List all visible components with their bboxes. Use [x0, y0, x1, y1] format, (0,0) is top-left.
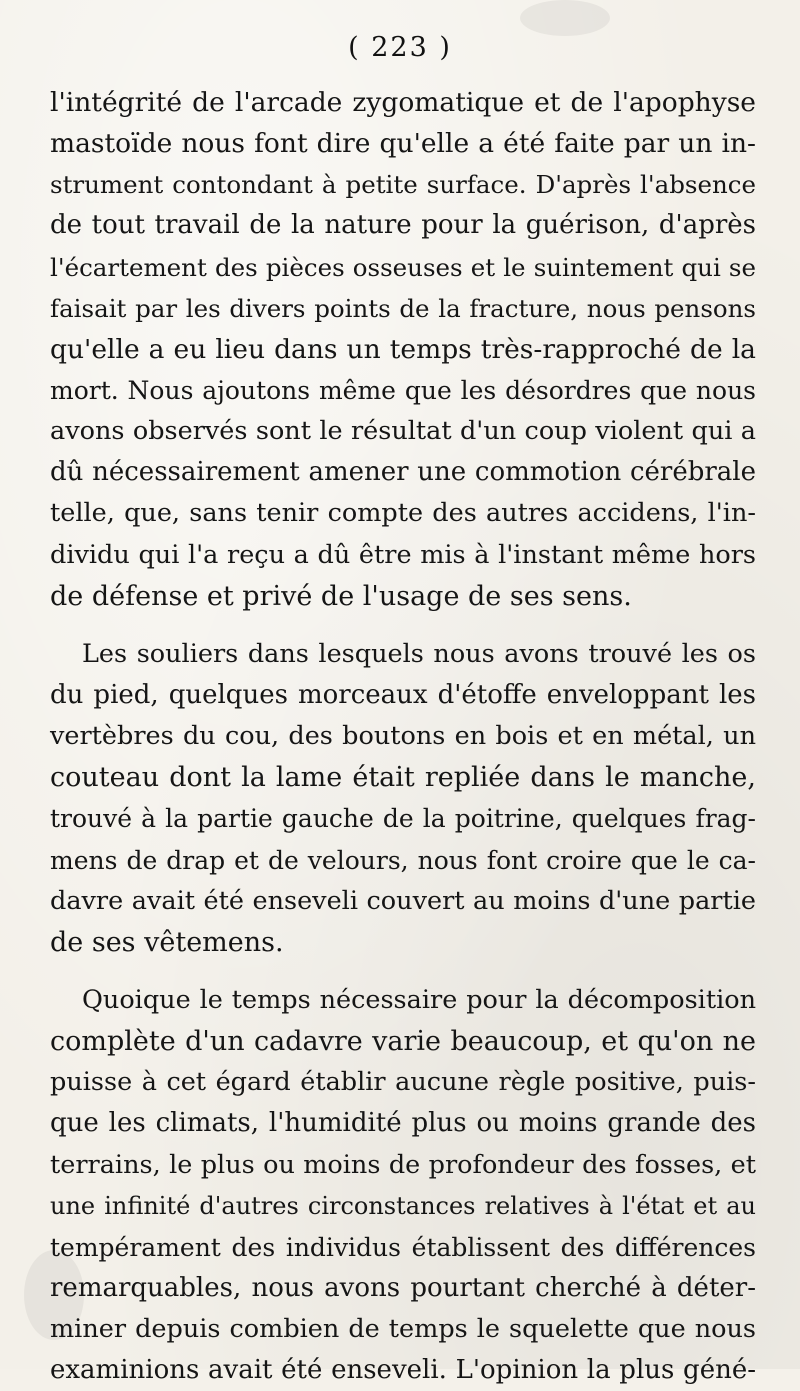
text-line: de ses vêtemens.: [50, 926, 284, 958]
paper-stain: [520, 0, 610, 36]
paragraph-gap: [50, 617, 756, 634]
text-line: l'intégrité de l'arcade zygomatique et de l'apophyse: [50, 87, 756, 118]
text-line: couteau dont la lame était repliée dans le manche,: [50, 762, 756, 794]
page-number: ( 223 ): [348, 32, 452, 63]
paragraph-gap: [50, 963, 756, 980]
text-line: une infinité d'autres circonstances relatives à l'état et au: [50, 1191, 756, 1220]
text-line: faisait par les divers points de la fracture, nous pensons: [50, 293, 756, 323]
text-line: qu'elle a eu lieu dans un temps très-rapproché de la: [50, 333, 756, 365]
text-line: mort. Nous ajoutons même que les désordres que nous: [50, 375, 756, 405]
paragraph-2: [50, 634, 756, 963]
text-line: que les climats, l'humidité plus ou moins grande des: [50, 1108, 756, 1139]
body-text: [50, 82, 756, 1391]
text-line: avons observés sont le résultat d'un coup violent qui a: [50, 416, 756, 447]
text-line: dividu qui l'a reçu a dû être mis à l'instant même hors: [50, 539, 756, 570]
text-line: mens de drap et de velours, nous font croire que le ca-: [50, 845, 756, 875]
text-line: l'écartement des pièces osseuses et le suintement qui se: [50, 252, 756, 282]
paragraph-3: [50, 980, 756, 1391]
text-line: puisse à cet égard établir aucune règle positive, puis-: [50, 1067, 756, 1098]
text-line: tempérament des individus établissent des différences: [50, 1232, 756, 1262]
text-line: dû nécessairement amener une commotion cérébrale: [50, 457, 756, 488]
text-line: Les souliers dans lesquels nous avons trouvé les os: [82, 638, 756, 669]
text-line: de tout travail de la nature pour la guérison, d'après: [50, 210, 756, 241]
text-line: examinions avait été enseveli. L'opinion la plus géné-: [50, 1355, 756, 1386]
text-line: telle, que, sans tenir compte des autres accidens, l'in-: [50, 498, 756, 529]
text-line: terrains, le plus ou moins de profondeur des fosses, et: [50, 1149, 756, 1180]
text-line: trouvé à la partie gauche de la poitrine, quelques frag-: [50, 804, 756, 834]
text-line: miner depuis combien de temps le squelette que nous: [50, 1314, 756, 1345]
text-line: complète d'un cadavre varie beaucoup, et qu'on ne: [50, 1026, 756, 1058]
text-line: davre avait été enseveli couvert au moins d'une partie: [50, 885, 756, 916]
text-line: strument contondant à petite surface. D'après l'absence: [50, 170, 756, 200]
text-line: du pied, quelques morceaux d'étoffe enveloppant les: [50, 679, 756, 710]
text-line: de défense et privé de l'usage de ses sens.: [50, 580, 632, 612]
text-line: Quoique le temps nécessaire pour la décomposition: [82, 984, 756, 1015]
paragraph-1: [50, 82, 756, 617]
text-line: remarquables, nous avons pourtant cherché à déter-: [50, 1272, 756, 1303]
text-line: vertèbres du cou, des boutons en bois et en métal, un: [50, 721, 756, 752]
text-line: mastoïde nous font dire qu'elle a été faite par un in-: [50, 128, 756, 160]
